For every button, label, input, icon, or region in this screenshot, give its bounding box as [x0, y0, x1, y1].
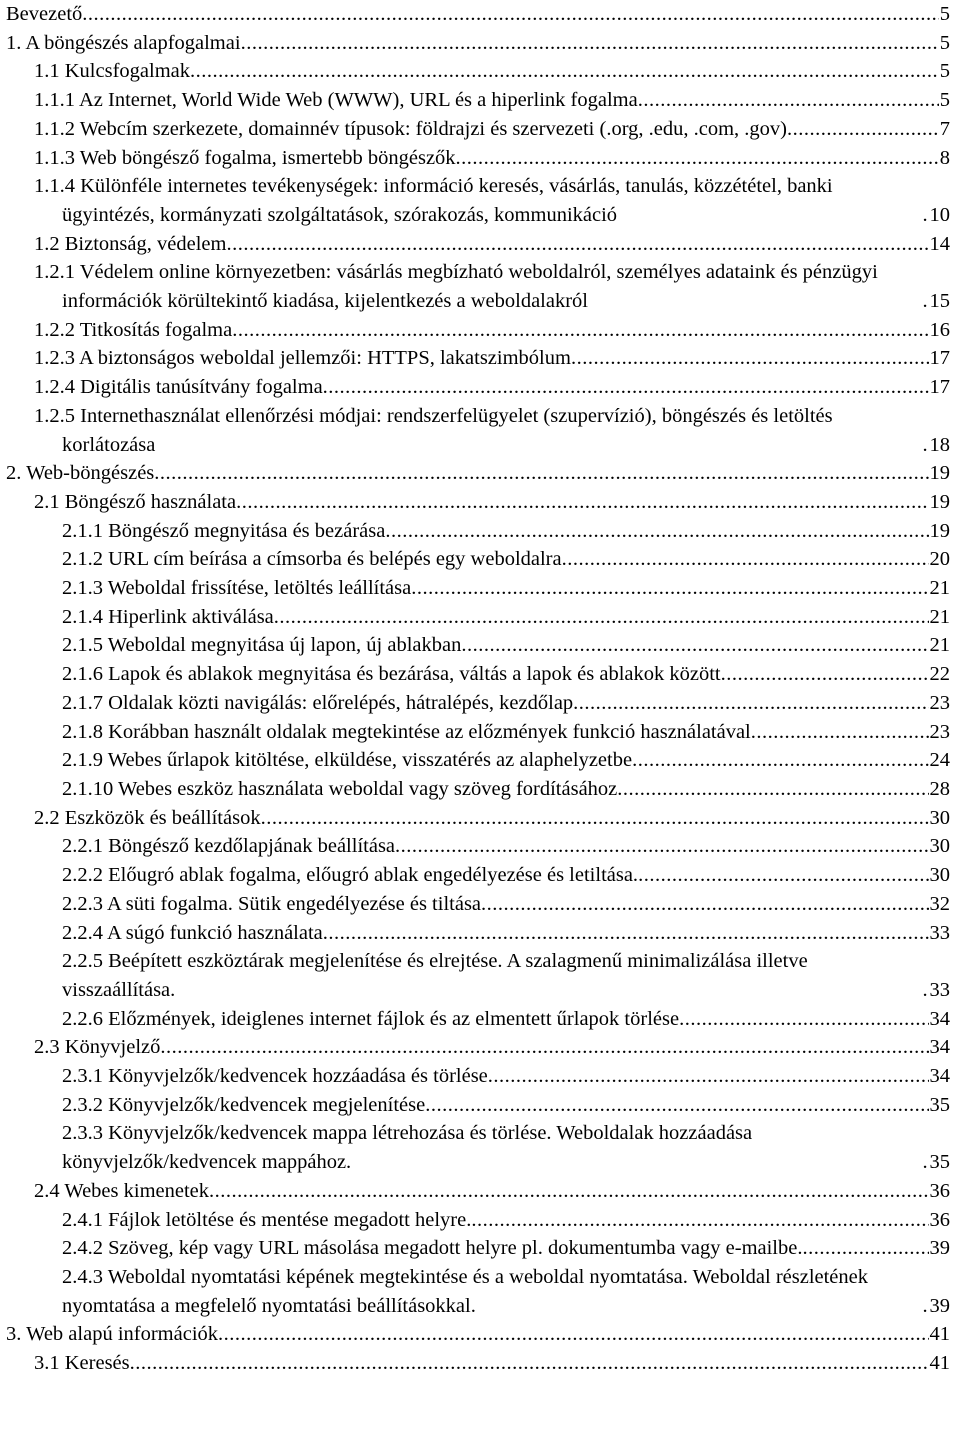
toc-entry-title: 2.1.10 Webes eszköz használata weboldal vagy szöveg fordításához	[62, 777, 618, 800]
toc-entry[interactable]	[6, 660, 950, 689]
toc-page-number: 34	[929, 1036, 950, 1059]
toc-entry-title: 2.2.1 Böngésző kezdőlapjának beállítása	[62, 835, 396, 858]
dot-leader	[456, 144, 939, 173]
toc-entry[interactable]	[6, 574, 950, 603]
toc-entry-title: 2.1.8 Korábban használt oldalak megtekintése az előzmények funkció használatával	[62, 720, 751, 743]
toc-entry-title: 2.1.2 URL cím beírása a címsorba és belépés egy weboldalra	[62, 548, 562, 571]
toc-page-number: 17	[929, 347, 950, 370]
toc-entry[interactable]	[6, 919, 950, 948]
toc-entry-title: 2.4.3 Weboldal nyomtatási képének megtekintése és a weboldal nyomtatása. Weboldal részletének nyomtatása a megfelelő nyomtatási beállításokkal.	[62, 1265, 869, 1317]
dot-leader	[638, 861, 928, 890]
toc-entry-title: 2.4.2 Szöveg, kép vagy URL másolása megadott helyre pl. dokumentumba vagy e-mailbe.	[62, 1237, 803, 1260]
toc-page-number: 5	[939, 60, 950, 83]
toc-page-number: 34	[929, 1065, 950, 1088]
toc-entry[interactable]	[6, 258, 950, 315]
toc-entry[interactable]	[6, 115, 950, 144]
toc-entry-title: 2.1.9 Webes űrlapok kitöltése, elküldése, visszatérés az alaphelyzetbe	[62, 749, 633, 772]
toc-entry-title: 3. Web alapú információk	[6, 1323, 219, 1346]
toc-page-number: 21	[929, 634, 950, 657]
toc-entry[interactable]	[6, 373, 950, 402]
toc-entry-title: 2.1.6 Lapok és ablakok megnyitása és bezárása, váltás a lapok és ablakok között	[62, 663, 721, 686]
toc-page-number: 39	[929, 1294, 950, 1317]
toc-page-number: 36	[929, 1208, 950, 1231]
toc-entry-title: 1.1 Kulcsfogalmak	[34, 60, 190, 83]
toc-entry-title: 2.1.4 Hiperlink aktiválása	[62, 605, 274, 628]
dot-leader	[160, 1033, 928, 1062]
toc-entry-title: 2.1.3 Weboldal frissítése, letöltés leállítása	[62, 577, 412, 600]
toc-entry-title: 2.4 Webes kimenetek	[34, 1179, 210, 1202]
toc-page-number: 16	[929, 318, 950, 341]
toc-page-number: 41	[929, 1352, 950, 1375]
toc-entry-title: 2.4.1 Fájlok letöltése és mentése megadott helyre.	[62, 1208, 472, 1231]
toc-entry[interactable]	[6, 1263, 950, 1320]
toc-entry[interactable]	[6, 29, 950, 58]
toc-entry-title: 2.3.2 Könyvjelzők/kedvencek megjelenítése	[62, 1093, 426, 1116]
toc-entry-title: 2. Web-böngészés	[6, 462, 155, 485]
toc-page-number: 24	[929, 749, 950, 772]
dot-leader	[261, 804, 929, 833]
dot-leader	[638, 86, 939, 115]
dot-leader	[461, 631, 928, 660]
toc-page-number: 5	[939, 89, 950, 112]
dot-leader	[802, 1234, 928, 1263]
dot-leader	[190, 57, 939, 86]
toc-entry-title: 2.2.5 Beépített eszköztárak megjelenítése és elrejtése. A szalagmenű minimalizálása illetve visszaállítása.	[62, 950, 808, 1001]
toc-entry-title: 1.2.4 Digitális tanúsítvány fogalma	[34, 376, 323, 399]
dot-leader	[82, 0, 938, 29]
toc-page-number: 32	[929, 892, 950, 915]
dot-leader	[154, 459, 928, 488]
toc-page-number: 41	[929, 1323, 950, 1346]
toc-entry-title: 1.1.2 Webcím szerkezete, domainnév típusok: földrajzi és szervezeti (.org, .edu, .com, .gov)	[34, 117, 788, 140]
toc-page-number: 19	[929, 462, 950, 485]
toc-page-number: 8	[939, 146, 950, 169]
toc-entry[interactable]	[6, 459, 950, 488]
toc-entry-title: 1.2.5 Internethasználat ellenőrzési módjai: rendszerfelügyelet (szupervízió), böngészés és letöltés korlátozása	[34, 404, 833, 456]
toc-entry-title: 2.2.2 Előugró ablak fogalma, előugró ablak engedélyezése és letiltása.	[62, 864, 639, 887]
dot-leader	[571, 344, 929, 373]
toc-entry[interactable]	[6, 746, 950, 775]
dot-leader	[573, 689, 928, 718]
dot-leader	[411, 574, 928, 603]
toc-page-number: 22	[929, 663, 950, 686]
toc-page-number: 14	[929, 232, 950, 255]
toc-entry-title: 2.2.3 A süti fogalma. Sütik engedélyezése és tiltása	[62, 892, 482, 915]
dot-leader	[488, 1062, 929, 1091]
toc-entry[interactable]	[6, 344, 950, 373]
toc-entry[interactable]	[6, 1062, 950, 1091]
toc-entry-title: 2.1.5 Weboldal megnyitása új lapon, új ablakban	[62, 634, 462, 657]
toc-entry-title: 1.1.4 Különféle internetes tevékenységek: információ keresés, vásárlás, tanulás, közzététel, banki ügyintézés, kormányzati szolgáltatások, szórakozás, kommunikáció	[34, 175, 833, 226]
toc-page-number: 28	[929, 777, 950, 800]
toc-page-number: 7	[939, 117, 950, 140]
toc-page-number: 33	[929, 921, 950, 944]
toc-entry[interactable]	[6, 1349, 950, 1378]
toc-entry-title: 2.2.4 A súgó funkció használata	[62, 921, 323, 944]
toc-entry-title: 2.3 Könyvjelző	[34, 1036, 161, 1059]
toc-entry[interactable]	[6, 861, 950, 890]
dot-leader	[241, 29, 939, 58]
toc-entry[interactable]	[6, 689, 950, 718]
toc-page-number: 33	[929, 978, 950, 1001]
toc-entry[interactable]	[6, 1177, 950, 1206]
toc-entry-title: 1.2.2 Titkosítás fogalma	[34, 318, 233, 341]
toc-entry-title: 2.1.7 Oldalak közti navigálás: előrelépés, hátralépés, kezdőlap	[62, 691, 574, 714]
toc-entry[interactable]	[6, 545, 950, 574]
toc-entry-title: 1. A böngészés alapfogalmai	[6, 31, 241, 54]
toc-entry[interactable]	[6, 1119, 950, 1176]
toc-entry[interactable]	[6, 804, 950, 833]
toc-page-number: 34	[929, 1007, 950, 1030]
toc-page-number: 20	[929, 548, 950, 571]
toc-entry[interactable]	[6, 603, 950, 632]
dot-leader	[130, 1349, 929, 1378]
dot-leader	[471, 1206, 928, 1235]
dot-leader	[751, 718, 929, 747]
toc-page-number: 18	[929, 433, 950, 456]
toc-entry-title: 1.2.3 A biztonságos weboldal jellemzői: HTTPS, lakatszimbólum	[34, 347, 571, 370]
toc-page-number: 35	[929, 1151, 950, 1174]
dot-leader	[617, 775, 928, 804]
toc-page-number: 36	[929, 1179, 950, 1202]
dot-leader	[562, 545, 929, 574]
toc-entry[interactable]	[6, 144, 950, 173]
toc-entry[interactable]	[6, 230, 950, 259]
toc-entry-title: 2.3.1 Könyvjelzők/kedvencek hozzáadása és törlése	[62, 1065, 488, 1088]
toc-entry[interactable]	[6, 1091, 950, 1120]
toc-page-number: 30	[929, 835, 950, 858]
toc-entry-title: 2.2.6 Előzmények, ideiglenes internet fájlok és az elmentett űrlapok törlése	[62, 1007, 680, 1030]
toc-entry-title: 2.3.3 Könyvjelzők/kedvencek mappa létrehozása és törlése. Weboldalak hozzáadása könyvjelzők/kedvencek mappához.	[62, 1122, 753, 1174]
dot-leader	[721, 660, 929, 689]
toc-page-number: 23	[929, 720, 950, 743]
toc-page-number: 17	[929, 376, 950, 399]
dot-leader	[679, 1005, 928, 1034]
dot-leader	[218, 1320, 928, 1349]
toc-entry-title: 1.2 Biztonság, védelem	[34, 232, 227, 255]
toc-entry[interactable]	[6, 488, 950, 517]
toc-entry-title: 1.1.1 Az Internet, World Wide Web (WWW), URL és a hiperlink fogalma	[34, 89, 638, 112]
toc-entry[interactable]	[6, 1206, 950, 1235]
toc-entry[interactable]	[6, 631, 950, 660]
toc-page-number: 21	[929, 605, 950, 628]
dot-leader	[323, 919, 929, 948]
toc-page-number: 19	[929, 490, 950, 513]
toc-entry[interactable]	[6, 1005, 950, 1034]
dot-leader	[232, 316, 928, 345]
dot-leader	[425, 1091, 928, 1120]
toc-page-number: 23	[929, 691, 950, 714]
dot-leader	[395, 832, 928, 861]
dot-leader	[226, 230, 928, 259]
dot-leader	[323, 373, 929, 402]
toc-entry[interactable]	[6, 316, 950, 345]
toc-page-number: 5	[939, 31, 950, 54]
toc-entry[interactable]	[6, 1320, 950, 1349]
toc-entry[interactable]	[6, 517, 950, 546]
toc-entry-title: 2.1.1 Böngésző megnyitása és bezárása	[62, 519, 386, 542]
toc-page-number: 19	[929, 519, 950, 542]
dot-leader	[274, 603, 929, 632]
toc-entry[interactable]	[6, 832, 950, 861]
toc-entry[interactable]	[6, 0, 950, 29]
toc-entry-title: 2.2 Eszközök és beállítások	[34, 806, 261, 829]
toc-entry[interactable]	[6, 1033, 950, 1062]
dot-leader	[787, 115, 939, 144]
toc-entry-title: 3.1 Keresés	[34, 1352, 130, 1375]
dot-leader	[236, 488, 928, 517]
toc-page-number: 30	[929, 864, 950, 887]
toc-entry-title: 2.1 Böngésző használata	[34, 490, 237, 513]
dot-leader	[481, 890, 928, 919]
dot-leader	[209, 1177, 928, 1206]
toc-page-number: 5	[939, 3, 950, 25]
toc-page-number: 21	[929, 577, 950, 600]
toc-entry[interactable]	[6, 402, 950, 459]
dot-leader	[632, 746, 928, 775]
toc-page-number: 35	[929, 1093, 950, 1116]
toc-entry[interactable]	[6, 86, 950, 115]
toc-page-number: 10	[929, 203, 950, 226]
toc-entry[interactable]	[6, 57, 950, 86]
toc-entry[interactable]	[6, 718, 950, 747]
toc-page-number: 39	[929, 1237, 950, 1260]
toc-entry[interactable]	[6, 947, 950, 1004]
toc-entry-title: 1.1.3 Web böngésző fogalma, ismertebb böngészők	[34, 146, 456, 169]
toc-entry-title: Bevezető	[6, 3, 83, 25]
toc-entry[interactable]	[6, 172, 950, 229]
toc-entry[interactable]	[6, 775, 950, 804]
dot-leader	[385, 517, 928, 546]
toc-page-number: 30	[929, 806, 950, 829]
toc-entry[interactable]	[6, 890, 950, 919]
toc-page-number: 15	[929, 290, 950, 313]
toc-entry-title: 1.2.1 Védelem online környezetben: vásárlás megbízható weboldalról, személyes adataink és pénzügyi információk körültekintő kiadása, kijelentkezés a weboldalakról	[34, 261, 878, 313]
toc-entry[interactable]	[6, 1234, 950, 1263]
